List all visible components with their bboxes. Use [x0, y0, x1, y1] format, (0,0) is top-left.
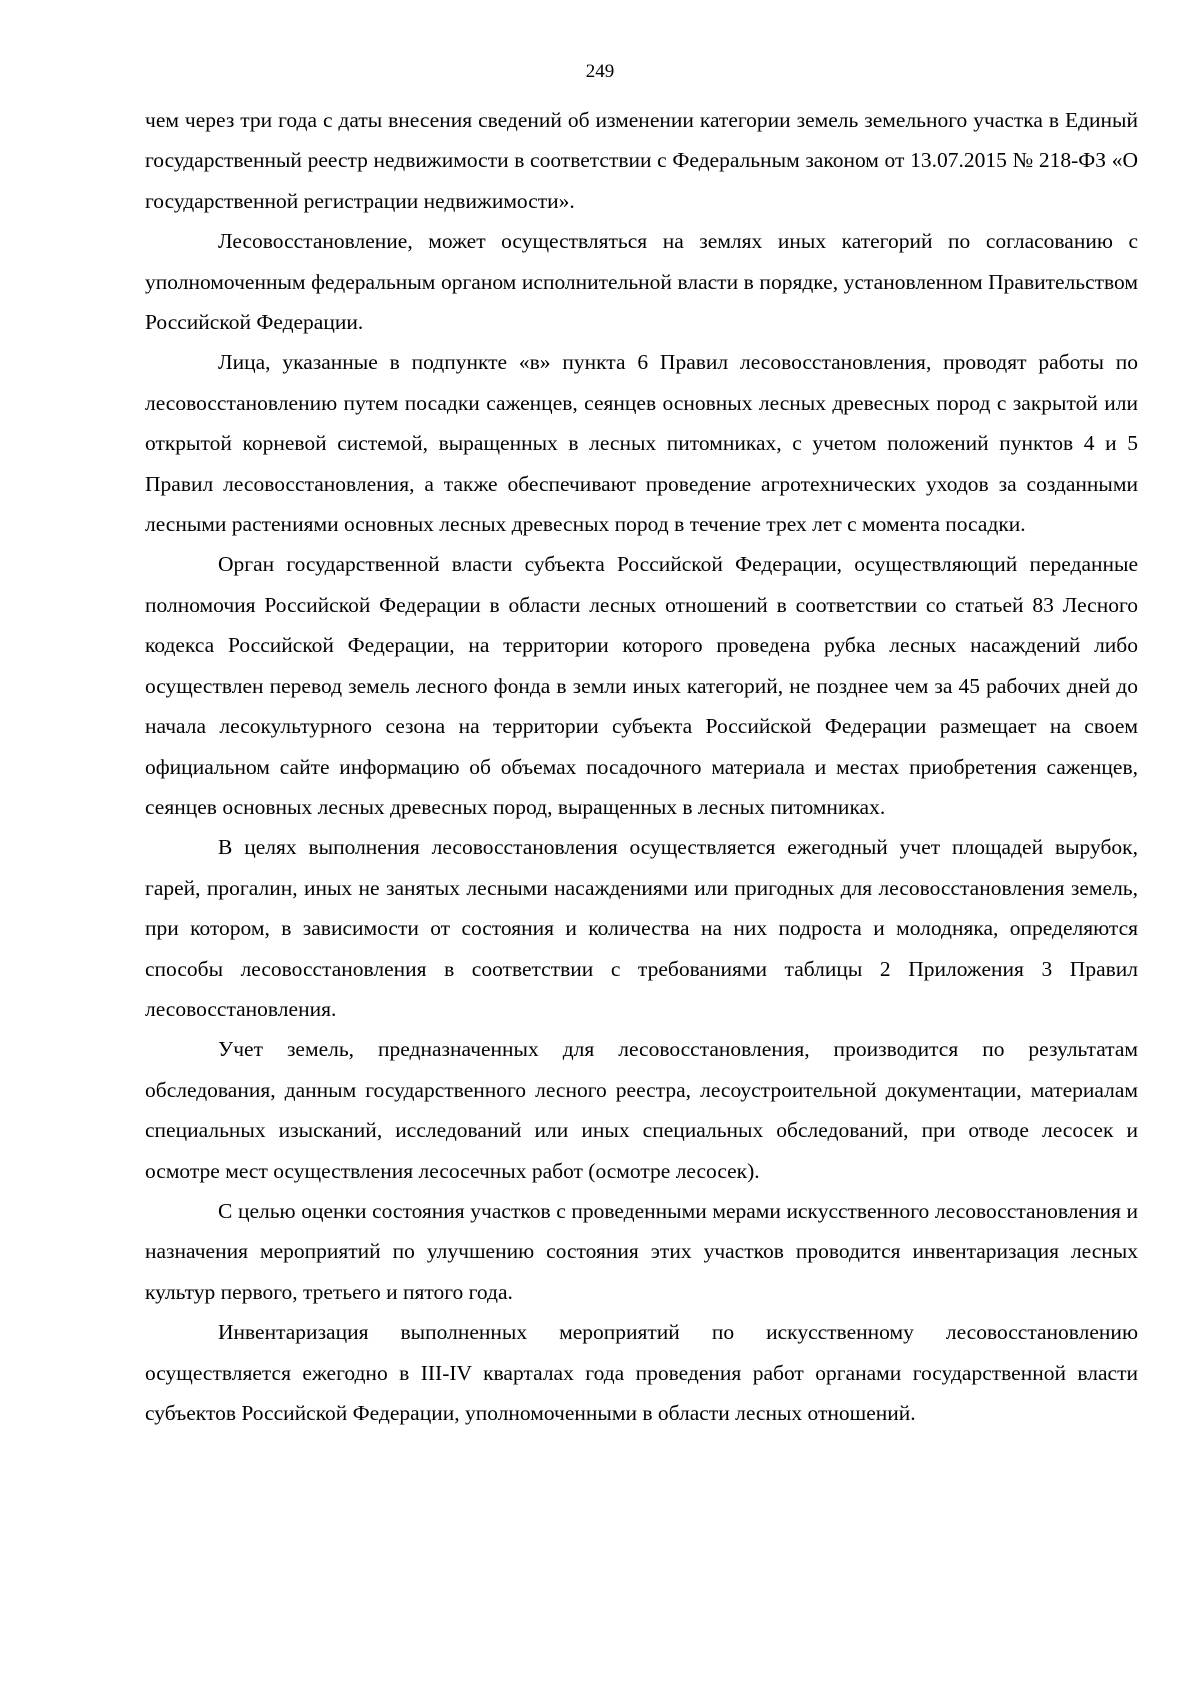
paragraph-inventory-purpose: С целью оценки состояния участков с проведенными мерами искусственного лесовосстановления и назначения мероприятий по улучшению состояния этих участков проводится инвентаризация лесных культур первого, третьего и пятого года. [145, 1198, 1138, 1304]
paragraph-persons-planting: Лица, указанные в подпункте «в» пункта 6 Правил лесовосстановления, проводят работы по лесовосстановлению путем посадки саженцев, сеянцев основных лесных древесных пород с закрытой или открытой корневой системой, выращенных в лесных питомниках, с учетом положений пунктов 4 и 5 Правил лесовосстановления, а также обеспечивают проведение агротехнических уходов за созданными лесными растениями основных лесных древесных пород в течение трех лет с момента посадки. [145, 350, 1138, 537]
paragraph-land-accounting: Учет земель, предназначенных для лесовосстановления, производится по результатам обследования, данным государственного лесного реестра, лесоустроительной документации, материалам специальных изысканий, исследований или иных специальных обследований, при отводе лесосек и осмотре мест осуществления лесосечных работ (осмотре лесосек). [145, 1037, 1138, 1183]
document-body [145, 100, 1138, 1433]
paragraph-continuation: чем через три года с даты внесения сведений об изменении категории земель земельного участка в Единый государственный реестр недвижимости в соответствии с Федеральным законом от 13.07.2015 № 218-ФЗ «О государственной регистрации недвижимости». [145, 108, 1138, 213]
paragraph-state-authority: Орган государственной власти субъекта Российской Федерации, осуществляющий переданные полномочия Российской Федерации в области лесных отношений в соответствии со статьей 83 Лесного кодекса Российской Федерации, на территории которого проведена рубка лесных насаждений либо осуществлен перевод земель лесного фонда в земли иных категорий, не позднее чем за 45 рабочих дней до начала лесокультурного сезона на территории субъекта Российской Федерации размещает на своем официальном сайте информацию об объемах посадочного материала и местах приобретения саженцев, сеянцев основных лесных древесных пород, выращенных в лесных питомниках. [145, 552, 1138, 819]
page-number: 249 [585, 61, 615, 82]
paragraph-reforestation-other-lands: Лесовосстановление, может осуществляться на землях иных категорий по согласованию с уполномоченным федеральным органом исполнительной власти в порядке, установленном Правительством Российской Федерации. [145, 229, 1138, 335]
paragraph-inventory-schedule: Инвентаризация выполненных мероприятий по искусственному лесовосстановлению осуществляется ежегодно в III-IV кварталах года проведения работ органами государственной власти субъектов Российской Федерации, уполномоченными в области лесных отношений. [145, 1320, 1138, 1425]
paragraph-annual-accounting: В целях выполнения лесовосстановления осуществляется ежегодный учет площадей вырубок, гарей, прогалин, иных не занятых лесными насаждениями или пригодных для лесовосстановления земель, при котором, в зависимости от состояния и количества на них подроста и молодняка, определяются способы лесовосстановления в соответствии с требованиями таблицы 2 Приложения 3 Правил лесовосстановления. [145, 835, 1138, 1021]
